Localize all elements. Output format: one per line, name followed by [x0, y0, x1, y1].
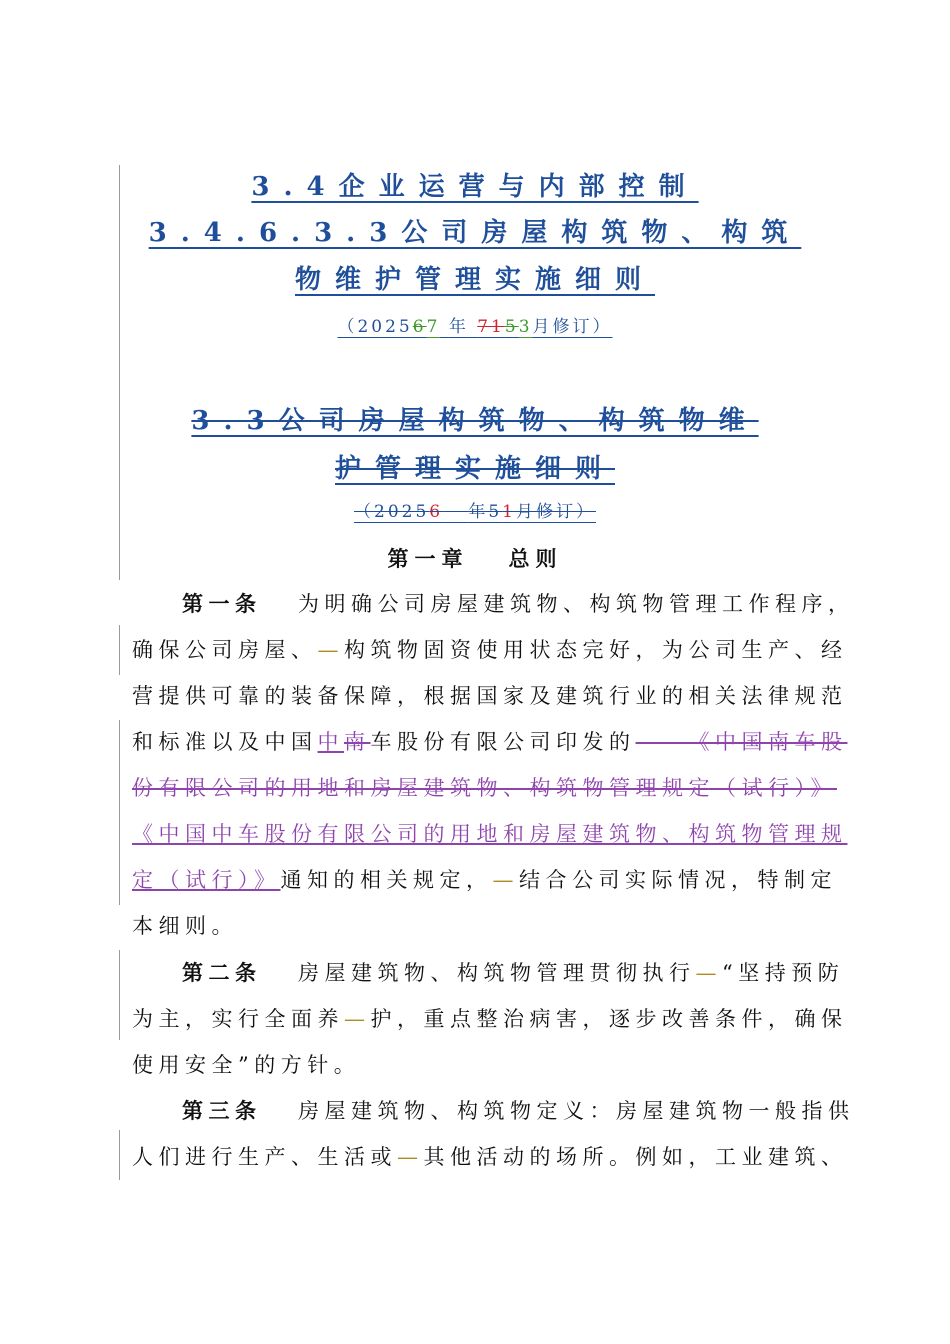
change-bar	[119, 720, 120, 905]
deleted-heading-line-1: 3.3公司房屋构筑物、构筑物维	[191, 406, 759, 436]
chapter-title	[0, 543, 950, 573]
chapter-name: 总则	[508, 546, 563, 571]
article-3: 第三条 房屋建筑物、构筑物定义：房屋建筑物一般指供 人们进行生产、生活或—其他活动的场所。例如，工业建筑、	[132, 1098, 855, 1169]
article-3-label: 第三条	[182, 1098, 262, 1123]
article-1-label: 第一条	[182, 591, 262, 616]
article-1: 第一条 为明确公司房屋建筑物、构筑物管理工作程序， 确保公司房屋、—构筑物固资使用状态完好，为公司生产、经 营提供可靠的装备保障，根据国家及建筑行业的相关法律规范 和标准以及中国中南车股份有限公司印发的——《中国南车股 份有限公司的用地和房屋建筑物、构筑物管理规定（试行）》 《中国中车股份有限公司的用地和房屋建筑物、构筑物管理规 定（试行）》通知的相关规定，—结合公司实际情况，特制定 本细则。	[132, 591, 855, 938]
heading-line-1: 3.4企业运营与内部控制	[251, 172, 699, 202]
chapter-number: 第一章	[387, 546, 469, 571]
article-2: 第二条 房屋建筑物、构筑物管理贯彻执行—“坚持预防 为主，实行全面养—护，重点整治病害，逐步改善条件，确保 使用安全”的方针。	[132, 960, 848, 1077]
change-bar	[119, 1130, 120, 1180]
revision-date: （202567 年 7153月修订）	[337, 317, 613, 337]
change-bar	[119, 950, 120, 1040]
heading-line-2: 3.4.6.3.3公司房屋构筑物、构筑	[148, 218, 802, 248]
deleted-heading-line-2: 护管理实施细则	[334, 454, 615, 484]
change-bar	[119, 625, 120, 675]
deleted-revision-date: （20256 年51月修订）	[354, 502, 596, 522]
heading-line-3: 物维护管理实施细则	[294, 265, 655, 295]
article-2-label: 第二条	[182, 960, 262, 985]
